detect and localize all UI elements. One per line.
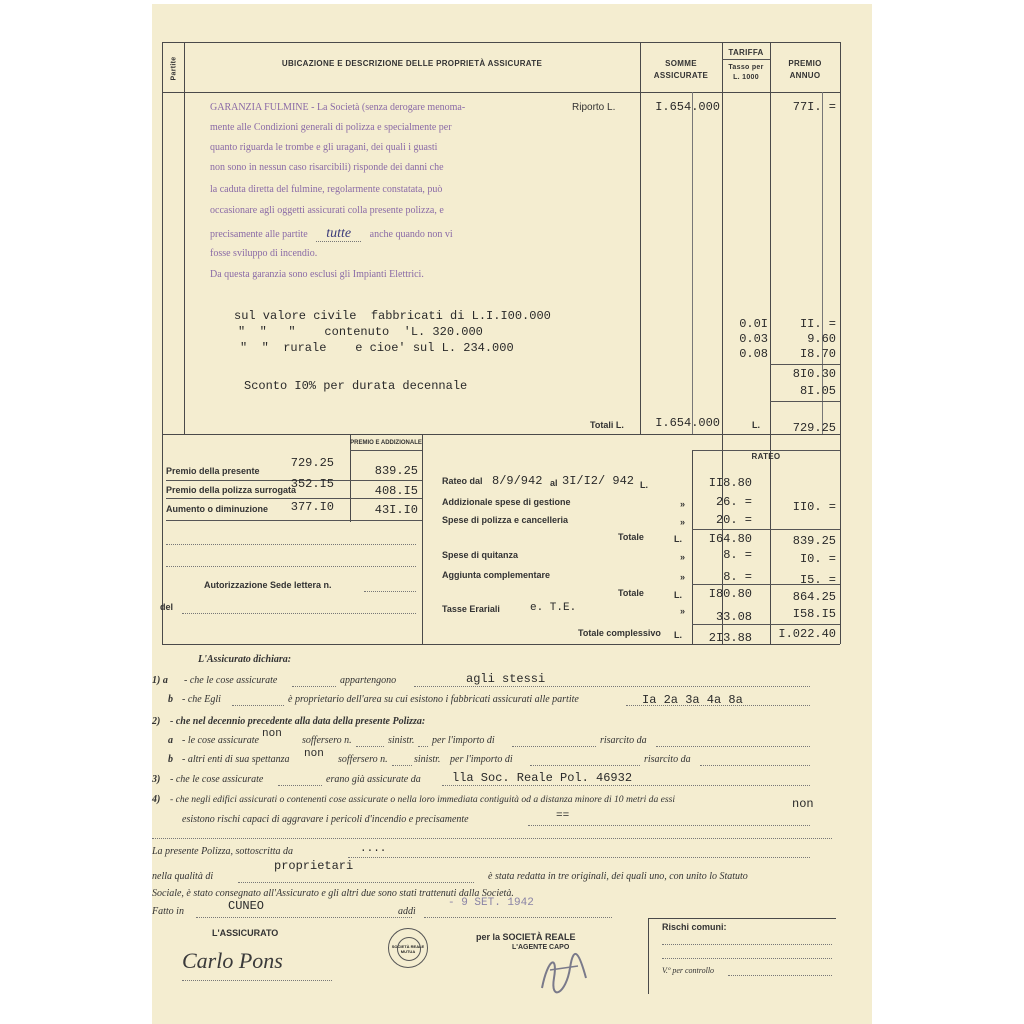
decl-3-value: lla Soc. Reale Pol. 46932 (452, 771, 633, 785)
frame-left (162, 42, 163, 644)
decl-1b-value: Ia 2a 3a 4a 8a (642, 693, 743, 707)
decl-4-value: non (792, 797, 814, 811)
rate-line-3: " " rurale e cioe' sul L. 234.000 (240, 341, 514, 355)
lower-mid-line (422, 434, 423, 644)
rateo-header: RATEO (751, 452, 781, 461)
totale1-line (692, 529, 840, 530)
totale2-mark: L. (674, 590, 682, 600)
rischi-box-top (648, 918, 836, 919)
decl-4-text2: esistono rischi capaci di aggravare i pericoli d'incendio e precisamente (182, 814, 469, 825)
closing-date-rule (424, 917, 612, 918)
assicurate-header: ASSICURATE (653, 71, 709, 80)
closing-addi: addì (398, 906, 416, 917)
row-sep-2 (166, 498, 422, 499)
decl-2b-line-1 (392, 765, 412, 766)
totale-complessivo-b: I.022.40 (778, 627, 836, 641)
societa-label: per la SOCIETÀ REALE (476, 932, 576, 942)
decl-1b-text2: è proprietario dell'area su cui esistono i fabbricati assicurati alle partite (288, 694, 579, 705)
totale2-line (692, 584, 840, 585)
decl-1a-value: agli stessi (466, 672, 546, 686)
totali-premio: 729.25 (792, 421, 836, 435)
decl-2-num: 2) (152, 716, 161, 727)
decl-2b-value: non (304, 748, 324, 760)
decl-2a-line-2 (418, 746, 428, 747)
decl-4-value2: == (556, 810, 570, 822)
policy-page (152, 4, 872, 1024)
upper-table-bottom-line (162, 434, 840, 435)
lire-header: L. 1000 (733, 74, 759, 81)
subtotal-value: 8I0.30 (792, 367, 836, 381)
decl-1a-num: 1) a (152, 675, 168, 686)
frame-top (162, 42, 840, 43)
company-seal: SOCIETÀ REALE MUTUA (388, 928, 428, 968)
decl-1b-num: b (168, 694, 173, 705)
rateo-value: II8.80 (708, 476, 752, 490)
agente-label: L'AGENTE CAPO (512, 944, 570, 951)
del-label: del (160, 602, 174, 612)
clause-line-9: Da questa garanzia sono esclusi gli Impianti Elettrici. (210, 269, 424, 280)
partite-header: Partite (170, 56, 178, 80)
rischi-line-2 (662, 958, 832, 959)
rischi-label: Rischi comuni: (662, 922, 727, 932)
decl-3-text: - che le cose assicurate (170, 774, 264, 785)
rischi-box-left (648, 918, 649, 994)
premio-surrogata-label: Premio della polizza surrogata (166, 485, 297, 495)
closing-line-1: La presente Polizza, sottoscritta da (152, 846, 294, 857)
addizionale-mark: » (680, 499, 686, 509)
decl-2a-line-4 (656, 746, 810, 747)
closing-line-2-rest: è stata redatta in tre originali, dei quali uno, con unito lo Statuto (488, 871, 748, 882)
totale-complessivo-line (692, 624, 840, 625)
closing-line-3: Sociale, è stato consegnato all'Assicurato e gli altri due sono stati trattenuti dalla Società. (152, 888, 514, 899)
tasse-label: Tasse Erariali (442, 604, 500, 614)
closing-line-2: nella qualità di (152, 871, 214, 882)
clause-line-7: precisamente alle partite tutte anche quando non vi (210, 226, 453, 241)
premio-cents-line (822, 92, 823, 434)
totale2-label: Totale (618, 588, 644, 598)
decl-2b-num: b (168, 754, 173, 765)
rate-1-premio: II. = (799, 317, 836, 331)
decl-1a-text: - che le cose assicurate (184, 675, 278, 686)
premio-presente-a: 729.25 (290, 456, 334, 470)
decl-2b-text: - altri enti di sua spettanza (182, 754, 290, 765)
decl-2b-t2: soffersero n. (338, 754, 388, 765)
clause-line-4: non sono in nessun caso risarcibili) risponde dei danni che (210, 162, 444, 173)
decl-2b-t5: risarcito da (644, 754, 691, 765)
aggiunta-mark: » (680, 572, 686, 582)
rateo-al-label: al (550, 478, 558, 488)
decl-2a-text: - le cose assicurate (182, 735, 259, 746)
closing-line-2-rule (238, 882, 474, 883)
decl-1a-line-1 (292, 686, 336, 687)
premio-presente-label: Premio della presente (166, 466, 260, 476)
decl-2-text: - che nel decennio precedente alla data della presente Polizza: (170, 716, 426, 727)
subtotal-line (770, 364, 840, 365)
totale2-a: I80.80 (708, 587, 752, 601)
totale1-a: I64.80 (708, 532, 752, 546)
tasse-b: I58.I5 (792, 607, 836, 621)
riporto-label: Riporto L. (572, 102, 616, 113)
decl-4-line (528, 825, 810, 826)
closing-line-1-value: .... (360, 843, 387, 855)
totale1-mark: L. (674, 534, 682, 544)
decl-1a-mid: appartengono (340, 675, 397, 686)
premio-presente-b: 839.25 (374, 464, 418, 478)
rateo-dal-date: 8/9/942 (492, 474, 543, 488)
rate-1-tasso: 0.0I (739, 317, 768, 331)
aumento-a: 377.I0 (290, 500, 334, 514)
addizionale-label: Addizionale spese di gestione (442, 497, 571, 507)
totali-label: Totali L. (590, 420, 624, 430)
closing-line-1-rule (348, 857, 810, 858)
closing-line-4: Fatto in (152, 906, 184, 917)
rateo-header-line (692, 450, 840, 451)
decl-2b-t3: sinistr. (414, 754, 441, 765)
decl-2a-value: non (262, 728, 282, 740)
totale-complessivo-a: 2I3.88 (708, 631, 752, 645)
autorizzazione-line (364, 591, 416, 592)
rate-3-tasso: 0.08 (739, 347, 768, 361)
decl-2a-t2: soffersero n. (302, 735, 352, 746)
spese-polizza-label: Spese di polizza e cancelleria (442, 515, 569, 525)
row-sep-3 (166, 520, 422, 521)
clause-line-8: fosse sviluppo di incendio. (210, 248, 318, 259)
sconto-value: 8I.05 (799, 384, 836, 398)
totale-complessivo-label: Totale complessivo (578, 628, 661, 638)
decl-3-num: 3) (152, 774, 161, 785)
spese-quitanza-a: 8. = (723, 548, 752, 562)
spese-polizza-a: 20. = (715, 513, 752, 527)
visto-line (728, 975, 832, 976)
declaration-title: L'Assicurato dichiara: (198, 654, 292, 665)
decl-2b-line-3 (700, 765, 810, 766)
annuo-header: ANNUO (789, 71, 821, 80)
rateo-l: L. (640, 480, 648, 490)
totali-somma: I.654.000 (655, 416, 720, 430)
decl-3-t2: erano già assicurate da (326, 774, 421, 785)
decl-3-line-2 (442, 785, 810, 786)
aumento-label: Aumento o diminuzione (166, 504, 268, 514)
frame-right (840, 42, 841, 644)
aggiunta-a: 8. = (723, 570, 752, 584)
decl-1b-line-1 (232, 705, 284, 706)
rate-line-1: sul valore civile fabbricati di L.I.I00.000 (234, 309, 551, 323)
date-stamp: - 9 SET. 1942 (448, 897, 534, 909)
rate-3-premio: I8.70 (799, 347, 836, 361)
aumento-b: 43I.I0 (374, 503, 418, 517)
decl-1a-line-2 (414, 686, 810, 687)
premio-addizionale-header: PREMIO E ADDIZIONALE (350, 440, 422, 446)
rateo-al-date: 3I/I2/ 942 (562, 474, 635, 488)
closing-city: CUNEO (228, 899, 265, 913)
assicurato-label: L'ASSICURATO (212, 928, 279, 938)
addizionale-a: 26. = (715, 495, 752, 509)
assicurato-sign-line (182, 980, 332, 981)
totali-l: L. (752, 420, 760, 430)
decl-4-text: - che negli edifici assicurati o contenenti cose assicurate o nella loro immediata contiguità od a distanza minore di 10 metri da essi (170, 794, 676, 805)
decl-2a-line-1 (356, 746, 384, 747)
tasse-extra: e. T.E. (530, 602, 577, 614)
rischi-line-1 (662, 944, 832, 945)
clause-line-1: GARANZIA FULMINE - La Società (senza derogare menoma- (210, 102, 466, 113)
totale1-label: Totale (618, 532, 644, 542)
tariffa-header: TARIFFA (728, 48, 764, 57)
decl-4-num: 4) (152, 794, 161, 805)
totale1-b: 839.25 (792, 534, 836, 548)
riporto-premio: 77I. = (792, 100, 836, 114)
partite-col-line (184, 42, 185, 434)
premio-header: PREMIO (788, 59, 822, 68)
addizionale-b: II0. = (792, 500, 836, 514)
sconto-text: Sconto I0% per durata decennale (244, 379, 468, 393)
del-line (182, 613, 416, 614)
clause-line-5: la caduta diretta del fulmine, regolarmente constatata, può (210, 184, 443, 195)
aggiunta-label: Aggiunta complementare (442, 570, 551, 580)
closing-line-2-value: proprietari (274, 859, 354, 873)
clause-line-3: quanto riguarda le trombe e gli uragani, dei quali i guasti (210, 142, 438, 153)
premio-surrogata-a: 352.I5 (290, 477, 334, 491)
tasso-header: Tasso per (728, 64, 764, 71)
decl-1b-text: - che Egli (182, 694, 221, 705)
decl-2b-t4: per l'importo di (450, 754, 513, 765)
decl-2a-t4: per l'importo di (432, 735, 495, 746)
clause-line-6: occasionare agli oggetti assicurati colla presente polizza, e (210, 205, 444, 216)
rateo-dal-label: Rateo dal (442, 476, 483, 486)
riporto-somma: I.654.000 (655, 100, 720, 114)
totale-complessivo-mark: L. (674, 630, 682, 640)
premio-addizionale-line (350, 450, 422, 451)
decl-2a-t3: sinistr. (388, 735, 415, 746)
tasse-mark: » (680, 606, 686, 616)
handwritten-partite: tutte (316, 226, 361, 242)
aggiunta-b: I5. = (799, 573, 836, 587)
decl-4-line-2 (152, 838, 832, 839)
rate-2-tasso: 0.03 (739, 332, 768, 346)
blank-line-1 (166, 544, 416, 545)
tariffa-sep (722, 59, 770, 60)
autorizzazione-label: Autorizzazione Sede lettera n. (204, 580, 332, 590)
spese-quitanza-b: I0. = (799, 552, 836, 566)
premio-surrogata-b: 408.I5 (374, 484, 418, 498)
ubicazione-header: UBICAZIONE E DESCRIZIONE DELLE PROPRIETÀ ASSICURATE (281, 59, 543, 68)
somme-header: SOMME (665, 59, 697, 68)
blank-line-2 (166, 566, 416, 567)
assicurato-signature: Carlo Pons (182, 948, 283, 973)
spese-quitanza-label: Spese di quitanza (442, 550, 519, 560)
spese-quitanza-mark: » (680, 552, 686, 562)
agent-signature (536, 948, 592, 998)
visto-label: V.º per controllo (662, 966, 715, 975)
decl-2b-line-2 (530, 765, 640, 766)
decl-3-line-1 (278, 785, 322, 786)
somme-cents-line (692, 92, 693, 434)
decl-2a-t5: risarcito da (600, 735, 647, 746)
rate-2-premio: 9.60 (807, 332, 836, 346)
totale2-b: 864.25 (792, 590, 836, 604)
rate-line-2: " " " contenuto 'L. 320.000 (238, 325, 483, 339)
sconto-line (770, 401, 840, 402)
clause-line-2: mente alle Condizioni generali di polizza e specialmente per (210, 122, 452, 133)
closing-line-4-rule (196, 917, 412, 918)
header-bottom-line (162, 92, 840, 93)
spese-polizza-mark: » (680, 517, 686, 527)
decl-2a-num: a (168, 735, 173, 746)
tasse-a: 33.08 (715, 610, 752, 624)
decl-2a-line-3 (512, 746, 596, 747)
